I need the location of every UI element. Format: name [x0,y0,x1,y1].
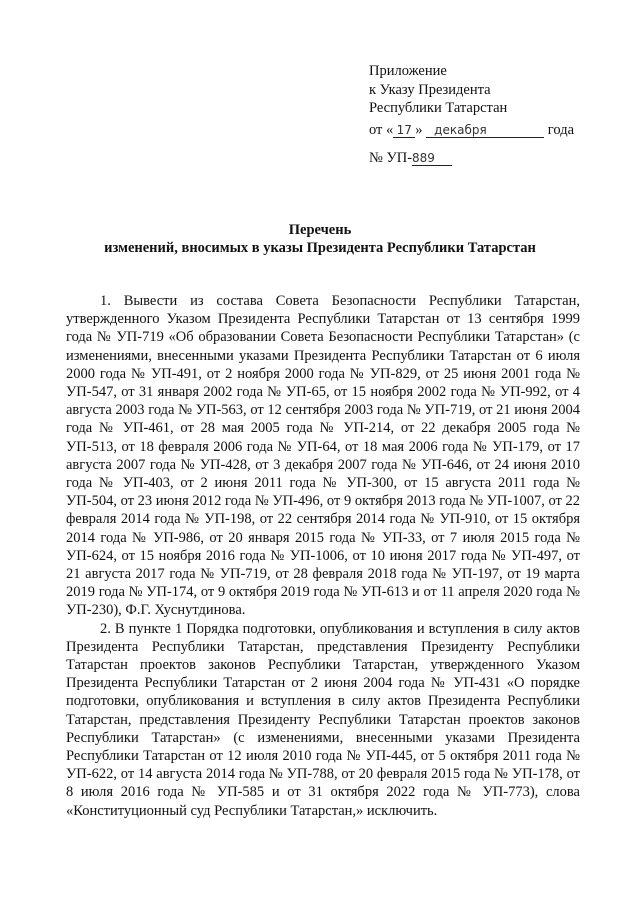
number-prefix: № УП- [369,150,413,166]
paragraph-2: 2. В пункте 1 Порядка подготовки, опубликования и вступления в силу актов Президента Республики Татарстан, представления Президенту Республики Татарстан проектов законов Республики Татарстан, утвержденного Указом Президента Республики Татарстан от 2 июня 2004 года № УП-431 «О порядке подготовки, опубликования и вступления в силу актов Президента Республики Татарстан, представления Президенту Республики Татарстан проектов законов Республики Татарстан» (с изменениями, внесенными указами Президента Республики Татарстан от 12 июля 2010 года № УП-445, от 5 октября 2011 года № УП-622, от 14 августа 2014 года № УП-788, от 20 февраля 2015 года № УП-178, от 8 июля 2016 года № УП-585 и от 31 октября 2022 года № УП-773), слова «Конституционный суд Республики Татарстан,» исключить. [66,620,580,819]
document-subtitle: изменений, вносимых в указы Президента Республики Татарстан [104,240,536,256]
document-body [66,292,580,820]
date-day: 17 [393,123,415,138]
document-title: Перечень [288,222,352,238]
paragraph-1: 1. Вывести из состава Совета Безопасности Республики Татарстан, утвержденного Указом Президента Республики Татарстан от 13 сентября 1999 года № УП-719 «Об образовании Совета Безопасности Республики Татарстан» (с изменениями, внесенными указами Президента Республики Татарстан от 6 июля 2000 года № УП-491, от 2 ноября 2000 года № УП-829, от 25 июня 2001 года № УП-547, от 31 января 2002 года № УП-65, от 15 ноября 2002 года № УП-992, от 4 августа 2003 года № УП-563, от 12 сентября 2003 года № УП-719, от 21 июня 2004 года № УП-461, от 28 мая 2005 года № УП-214, от 22 декабря 2005 года № УП-513, от 18 февраля 2006 года № УП-64, от 18 мая 2006 года № УП-179, от 17 августа 2007 года № УП-428, от 3 декабря 2007 года № УП-646, от 24 июня 2010 года № УП-403, от 2 июня 2011 года № УП-300, от 15 августа 2011 года № УП-504, от 23 июня 2012 года № УП-496, от 9 октября 2013 года № УП-1007, от 22 февраля 2014 года № УП-198, от 22 сентября 2014 года № УП-910, от 15 октября 2014 года № УП-986, от 20 января 2015 года № УП-33, от 7 июля 2015 года № УП-624, от 15 ноября 2016 года № УП-1006, от 10 июня 2017 года № УП-497, от 21 августа 2017 года № УП-719, от 28 февраля 2018 года № УП-197, от 19 марта 2019 года № УП-174, от 9 октября 2019 года № УП-613 и от 11 апреля 2020 года № УП-230), Ф.Г. Хуснутдинова. [66,293,580,619]
appendix-header [369,62,507,118]
date-mid: » [415,122,423,138]
decree-number: 889 [412,151,452,166]
date-month: декабря [426,123,544,138]
date-line [369,122,574,139]
appendix-line-1: Приложение [369,63,447,79]
decree-number-line [369,150,452,167]
date-suffix: года [547,122,575,138]
appendix-line-2: к Указу Президента [369,81,491,98]
appendix-line-3: Республики Татарстан [369,100,508,116]
date-prefix: от « [369,122,394,138]
